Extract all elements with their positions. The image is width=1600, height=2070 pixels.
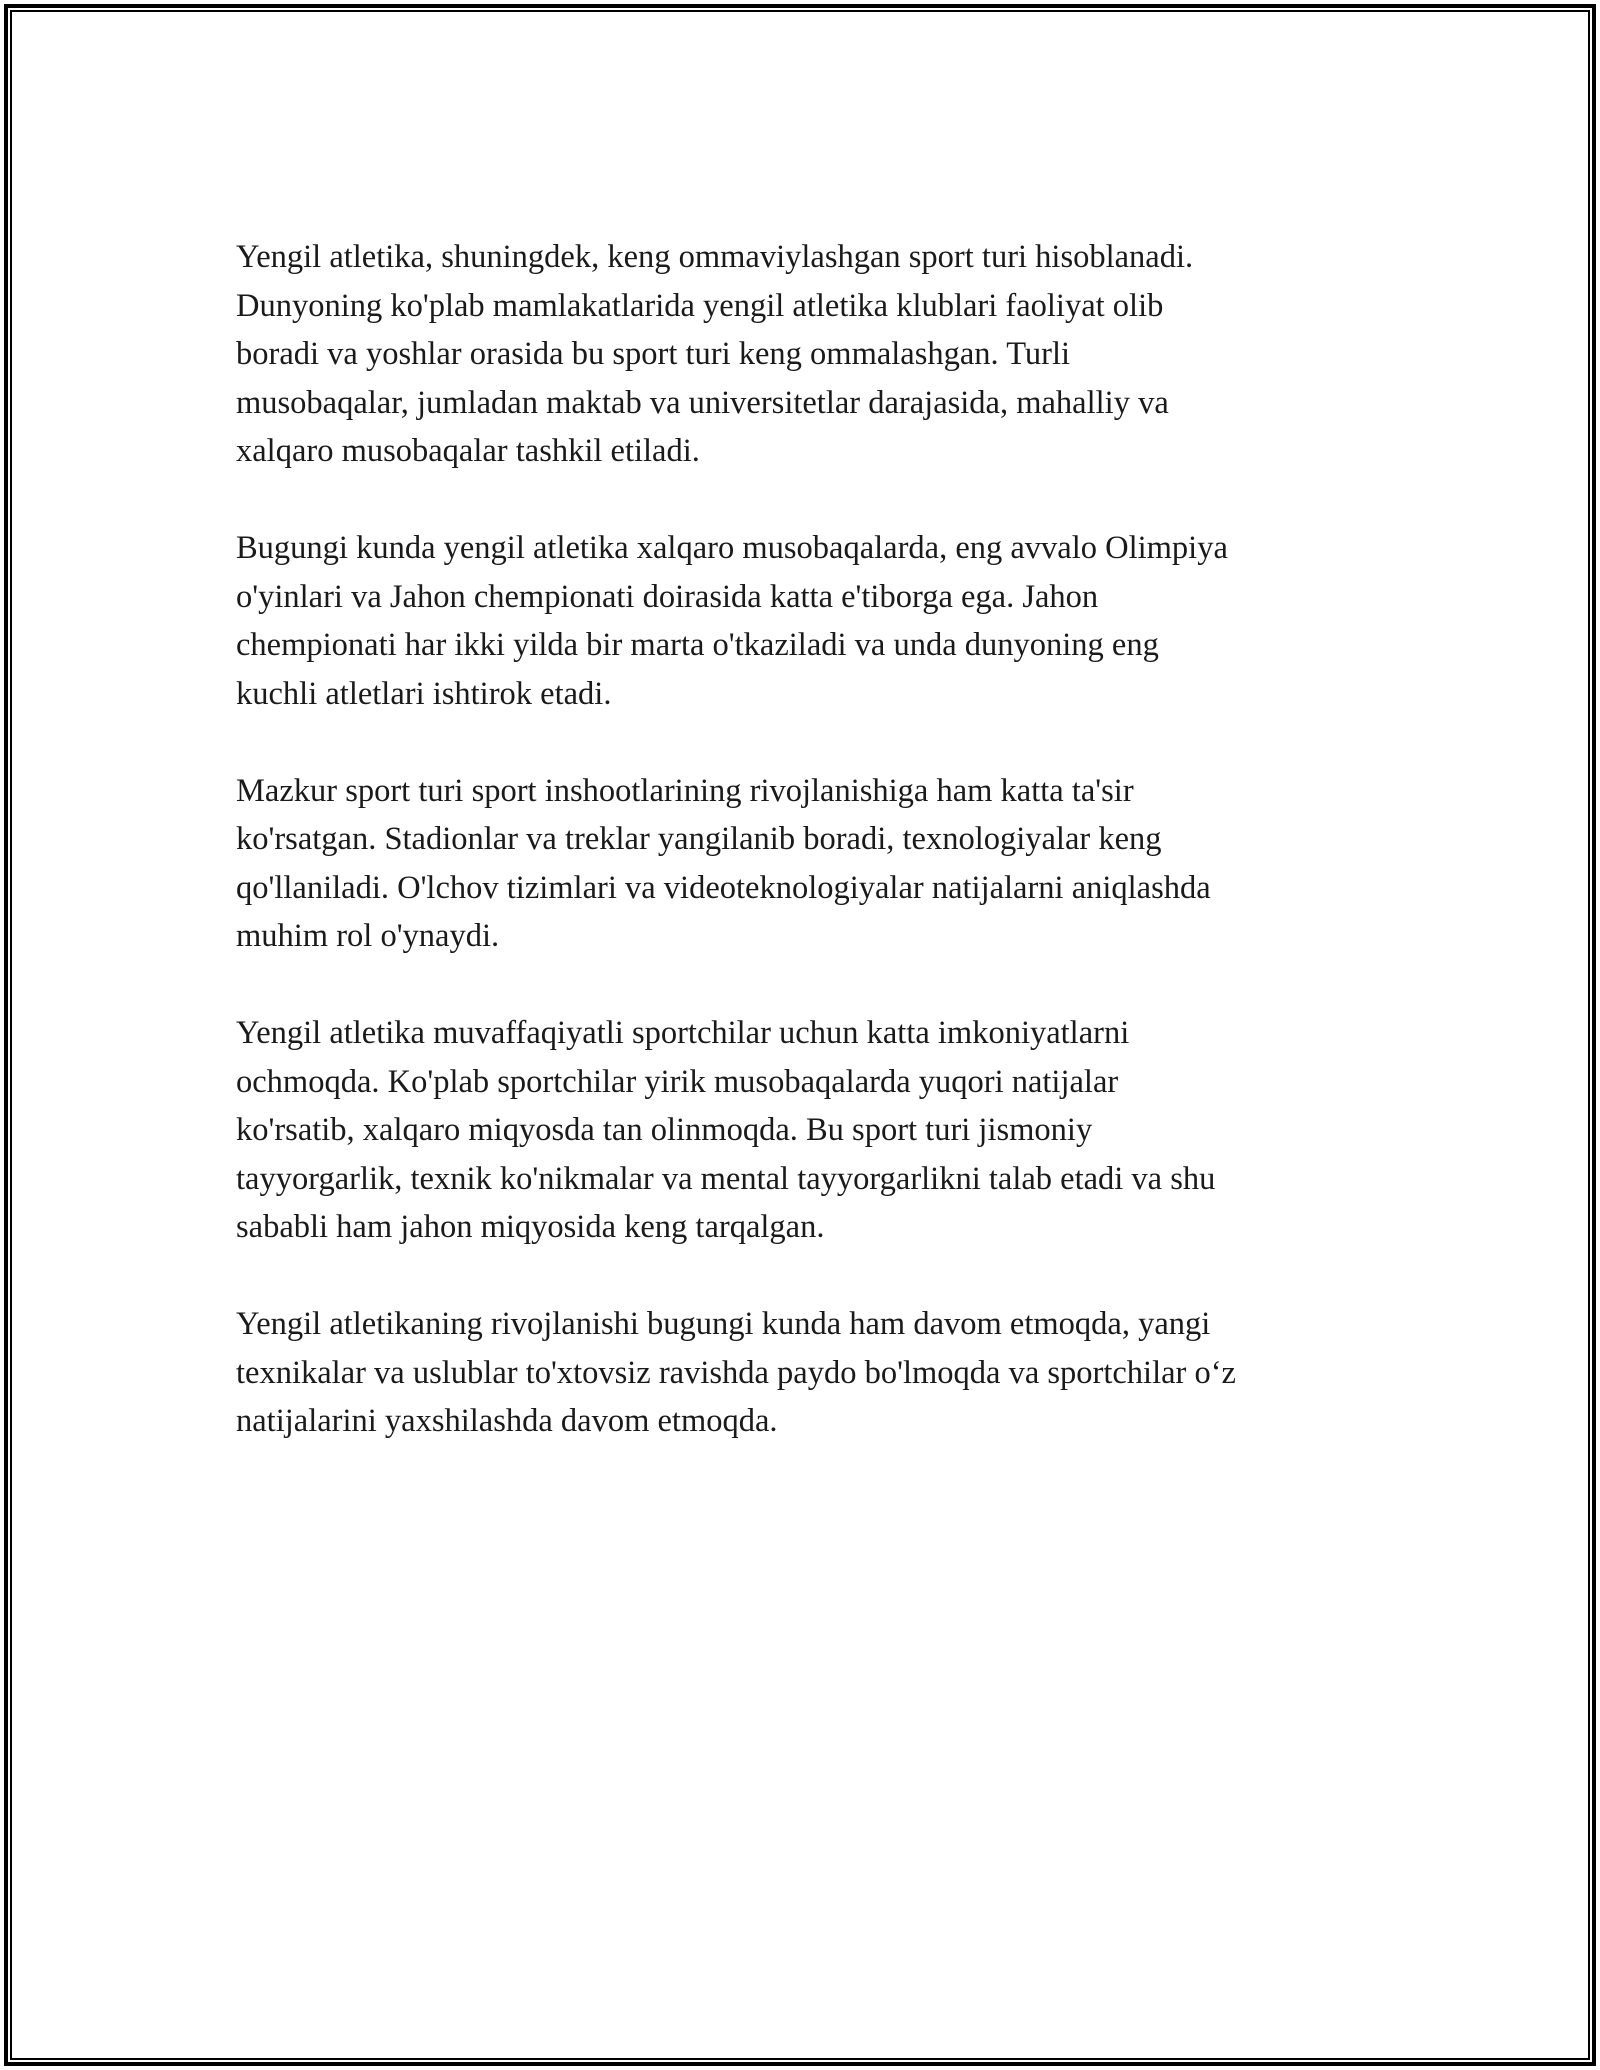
text-line: Bugungi kunda yengil atletika xalqaro musobaqalarda, eng avvalo Olimpiya: [236, 530, 1228, 566]
paragraph-5: [236, 1300, 1386, 1446]
text-line: texnikalar va uslublar to'xtovsiz ravishda paydo bo'lmoqda va sportchilar o‘z: [236, 1354, 1236, 1391]
text-line: ochmoqda. Ko'plab sportchilar yirik musobaqalarda yuqori natijalar: [236, 1063, 1119, 1100]
text-line: tayyorgarlik, texnik ko'nikmalar va mental tayyorgarlikni talab etadi va shu: [236, 1160, 1216, 1197]
text-line: ko'rsatib, xalqaro miqyosda tan olinmoqda. Bu sport turi jismoniy: [236, 1112, 1093, 1148]
text-line: natijalarini yaxshilashda davom etmoqda.: [236, 1403, 778, 1439]
document-body: [236, 233, 1386, 1494]
text-line: Mazkur sport turi sport inshootlarining rivojlanishiga ham katta ta'sir: [236, 772, 1134, 809]
text-line: Yengil atletikaning rivojlanishi bugungi kunda ham davom etmoqda, yangi: [236, 1306, 1211, 1342]
paragraph-3: [236, 767, 1386, 961]
text-line: o'yinlari va Jahon chempionati doirasida katta e'tiborga ega. Jahon: [236, 578, 1099, 615]
text-line: qo'llaniladi. O'lchov tizimlari va videoteknologiyalar natijalarni aniqlashda: [236, 869, 1211, 906]
text-line: muhim rol o'ynaydi.: [236, 918, 500, 954]
text-line: sababli ham jahon miqyosida keng tarqalgan.: [236, 1209, 825, 1245]
text-line: ko'rsatgan. Stadionlar va treklar yangilanib boradi, texnologiyalar keng: [236, 821, 1162, 857]
text-line: chempionati har ikki yilda bir marta o'tkaziladi va unda dunyoning eng: [236, 627, 1159, 663]
text-line: kuchli atletlari ishtirok etadi.: [236, 675, 612, 712]
text-line: Yengil atletika, shuningdek, keng ommaviylashgan sport turi hisoblanadi.: [236, 239, 1194, 275]
text-line: xalqaro musobaqalar tashkil etiladi.: [236, 433, 700, 469]
text-line: boradi va yoshlar orasida bu sport turi keng ommalashgan. Turli: [236, 336, 1071, 372]
text-line: musobaqalar, jumladan maktab va universitetlar darajasida, mahalliy va: [236, 384, 1169, 421]
text-line: Yengil atletika muvaffaqiyatli sportchilar uchun katta imkoniyatlarni: [236, 1015, 1130, 1051]
paragraph-1: [236, 233, 1386, 476]
paragraph-2: [236, 524, 1386, 718]
text-line: Dunyoning ko'plab mamlakatlarida yengil atletika klublari faoliyat olib: [236, 287, 1164, 324]
paragraph-4: [236, 1009, 1386, 1252]
